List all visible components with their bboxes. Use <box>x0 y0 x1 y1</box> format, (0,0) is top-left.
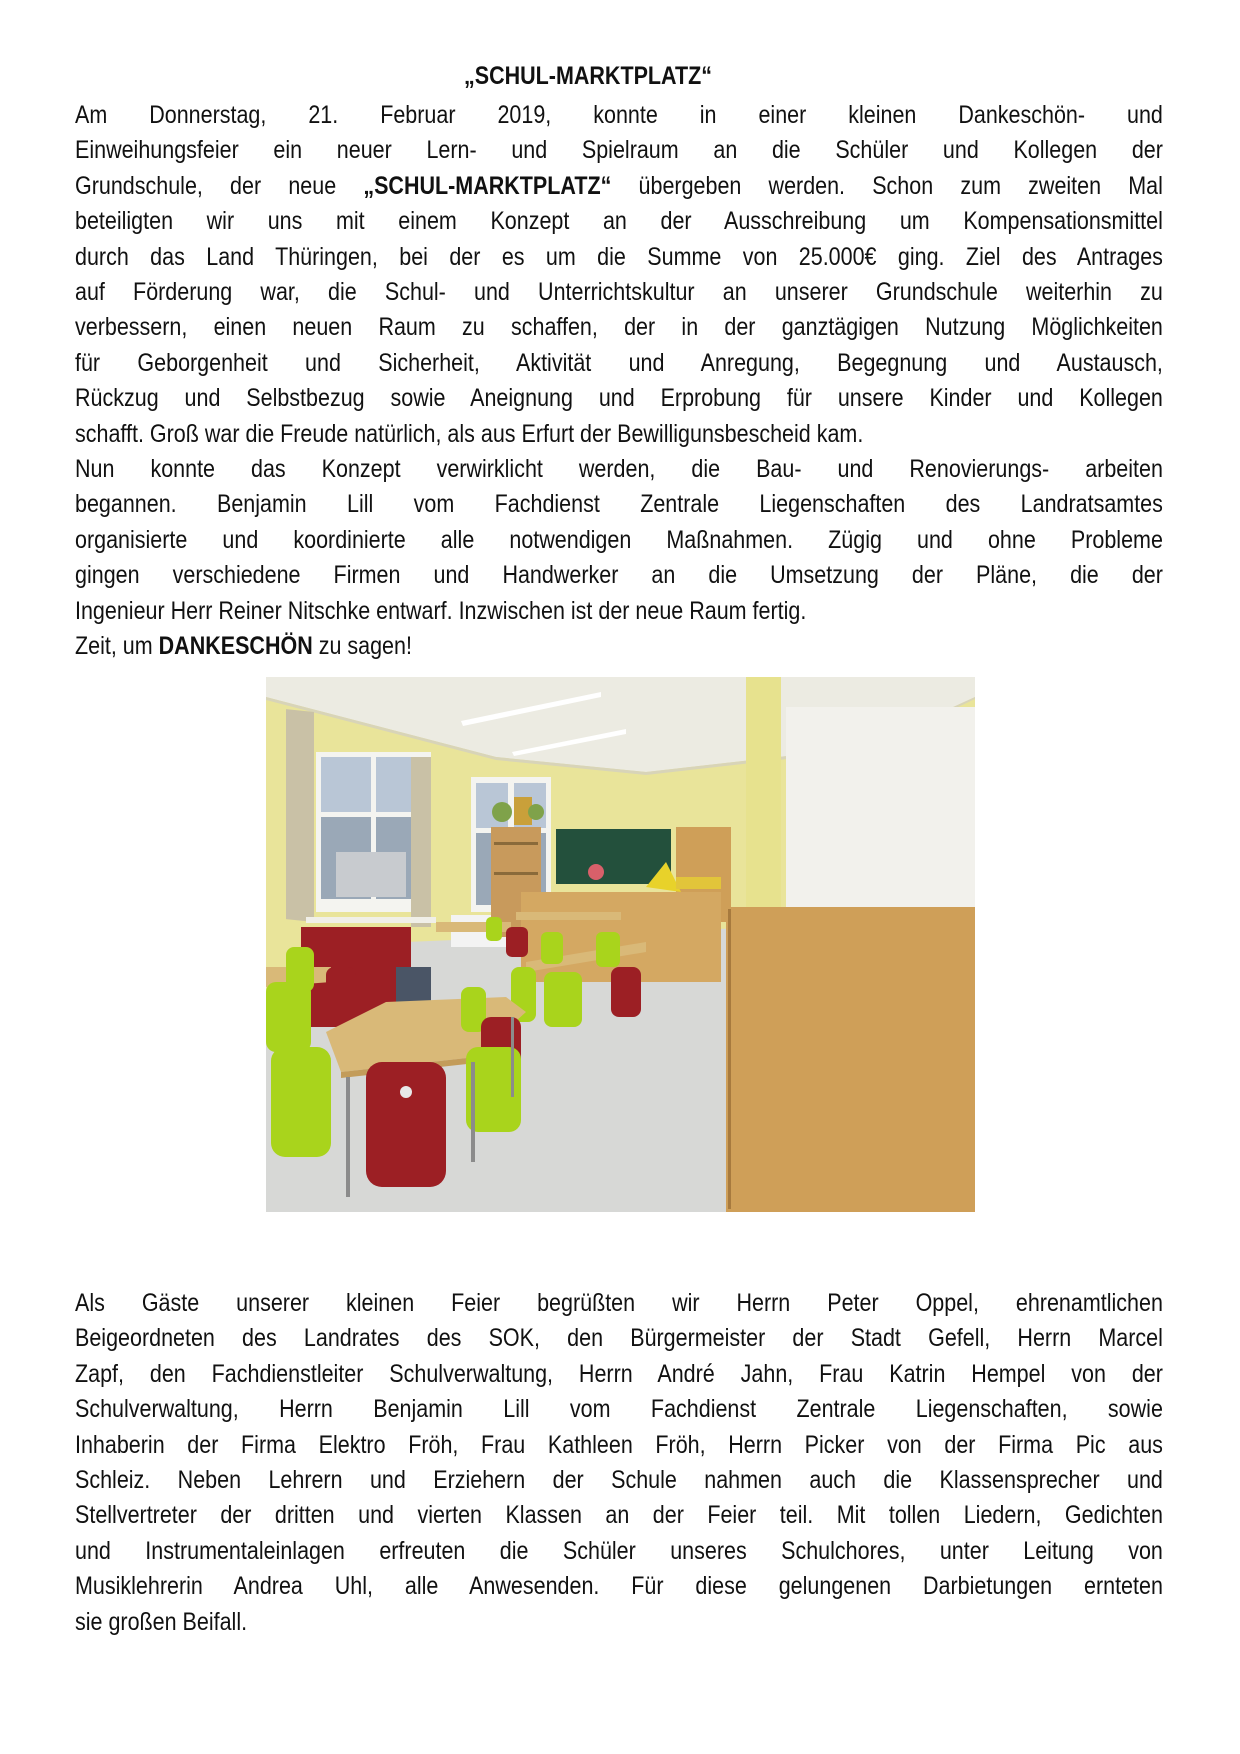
text-line-content <box>75 381 1163 416</box>
text-line-content <box>75 1321 1163 1356</box>
text-line <box>75 558 1163 593</box>
text-segment: Beigeordneten des Landrates des SOK, den Bürgermeister der Stadt Gefell, Herrn Marcel <box>75 1324 1163 1353</box>
text-line-content <box>75 275 1163 310</box>
text-line <box>75 417 1163 452</box>
text-line <box>75 98 1163 133</box>
chalkboard <box>556 829 671 884</box>
text-line <box>75 1463 1163 1498</box>
text-segment: und Instrumentaleinlagen erfreuten die Schüler unseres Schulchores, unter Leitung von <box>75 1536 1163 1565</box>
text-segment: begannen. Benjamin Lill vom Fachdienst Zentrale Liegenschaften des Landratsamtes <box>75 490 1163 519</box>
text-line <box>75 594 1163 629</box>
text-segment: zu sagen! <box>312 632 412 660</box>
text-line-content <box>75 1569 1163 1604</box>
text-line <box>75 1498 1163 1533</box>
text-segment: Schulverwaltung, Herrn Benjamin Lill vom Fachdienst Zentrale Liegenschaften, sowie <box>75 1395 1163 1424</box>
text-segment: Inhaberin der Firma Elektro Fröh, Frau Kathleen Fröh, Herrn Picker von der Firma Pic aus <box>75 1430 1163 1459</box>
text-line <box>75 1286 1163 1321</box>
text-segment: Rückzug und Selbstbezug sowie Aneignung und Erprobung für unsere Kinder und Kollegen <box>75 384 1163 413</box>
text-line-content <box>75 133 1163 168</box>
text-segment: Zeit, um <box>75 632 159 660</box>
text-line-content <box>75 1428 1163 1463</box>
text-line-content <box>75 1392 1163 1427</box>
text-line-content <box>75 1286 1163 1321</box>
text-line-content <box>75 487 1163 522</box>
classroom-photo-illustration <box>266 677 975 1212</box>
text-segment: Am Donnerstag, 21. Februar 2019, konnte in einer kleinen Dankeschön- und <box>75 101 1163 129</box>
text-line <box>75 1428 1163 1463</box>
text-segment: beteiligten wir uns mit einem Konzept an der Ausschreibung um Kompensationsmittel <box>75 207 1163 236</box>
text-segment: Nun konnte das Konzept verwirklicht werden, die Bau- und Renovierungs- arbeiten <box>75 455 1163 483</box>
text-line <box>75 310 1163 345</box>
text-segment: durch das Land Thüringen, bei der es um die Summe von 25.000€ ging. Ziel des Antrages <box>75 242 1163 271</box>
text-segment: gingen verschiedene Firmen und Handwerker an die Umsetzung der Pläne, die der <box>75 561 1163 590</box>
text-line <box>75 1569 1163 1604</box>
text-line-content <box>75 1357 1163 1392</box>
paragraph-construction <box>75 452 1163 629</box>
text-line <box>75 1534 1163 1569</box>
text-line-content <box>75 240 1163 275</box>
text-line-content <box>75 1534 1163 1569</box>
bold-emphasis: „SCHUL-MARKTPLATZ“ <box>363 171 612 200</box>
text-segment: übergeben werden. Schon zum zweiten Mal <box>611 171 1163 200</box>
text-line-content <box>75 558 1163 593</box>
text-line <box>75 275 1163 310</box>
thanks-line-container <box>75 629 1163 664</box>
text-segment: Als Gäste unserer kleinen Feier begrüßten wir Herrn Peter Oppel, ehrenamtlichen <box>75 1289 1163 1317</box>
text-line-content <box>75 452 1163 487</box>
text-line-content <box>75 98 1163 133</box>
text-line-content <box>75 1498 1163 1533</box>
text-line <box>75 523 1163 558</box>
text-segment: sie großen Beifall. <box>75 1607 248 1636</box>
text-line-content <box>75 310 1163 345</box>
text-line-content <box>75 169 1163 204</box>
text-line <box>75 240 1163 275</box>
text-segment: schafft. Groß war die Freude natürlich, als aus Erfurt der Bewilligunsbescheid kam. <box>75 419 864 448</box>
text-line-content <box>75 1463 1163 1498</box>
text-line-content <box>75 417 1163 452</box>
text-line-content <box>75 629 1163 664</box>
bold-emphasis: DANKESCHÖN <box>158 632 313 660</box>
text-line-content <box>75 204 1163 239</box>
text-segment: organisierte und koordinierte alle notwendigen Maßnahmen. Zügig und ohne Probleme <box>75 525 1163 554</box>
text-line-content <box>75 594 1163 629</box>
text-line <box>75 1321 1163 1356</box>
text-line <box>75 381 1163 416</box>
text-segment: Grundschule, der neue <box>75 171 364 200</box>
text-segment: Zapf, den Fachdienstleiter Schulverwaltung, Herrn André Jahn, Frau Katrin Hempel von der <box>75 1359 1163 1388</box>
text-line-content <box>75 346 1163 381</box>
text-segment: auf Förderung war, die Schul- und Unterrichtskultur an unserer Grundschule weiterhin zu <box>75 277 1163 306</box>
text-line <box>75 133 1163 168</box>
paragraph-guests <box>75 1286 1163 1640</box>
text-line <box>75 1357 1163 1392</box>
classroom-photo <box>266 677 975 1212</box>
text-segment: verbessern, einen neuen Raum zu schaffen, der in der ganztägigen Nutzung Möglichkeiten <box>75 313 1163 342</box>
thanks-line <box>75 629 1163 664</box>
text-segment: Ingenieur Herr Reiner Nitschke entwarf. Inzwischen ist der neue Raum fertig. <box>75 596 807 625</box>
text-segment: für Geborgenheit und Sicherheit, Aktivität und Anregung, Begegnung und Austausch, <box>75 348 1163 377</box>
text-line <box>75 346 1163 381</box>
text-segment: Schleiz. Neben Lehrern und Erziehern der Schule nahmen auch die Klassensprecher und <box>75 1465 1163 1494</box>
text-line <box>75 1605 1163 1640</box>
text-line <box>75 487 1163 522</box>
document-title: „SCHUL-MARKTPLATZ“ <box>463 62 713 90</box>
text-segment: Einweihungsfeier ein neuer Lern- und Spielraum an die Schüler und Kollegen der <box>75 136 1163 165</box>
text-line <box>75 452 1163 487</box>
text-line-content <box>75 523 1163 558</box>
text-line-content <box>75 1605 1163 1640</box>
paragraph-intro <box>75 98 1163 452</box>
text-segment: Stellvertreter der dritten und vierten Klassen an der Feier teil. Mit tollen Liedern, Gedichten <box>75 1501 1163 1530</box>
text-line <box>75 1392 1163 1427</box>
text-segment: Musiklehrerin Andrea Uhl, alle Anwesenden. Für diese gelungenen Darbietungen ernteten <box>75 1572 1163 1601</box>
text-line <box>75 204 1163 239</box>
text-line <box>75 169 1163 204</box>
